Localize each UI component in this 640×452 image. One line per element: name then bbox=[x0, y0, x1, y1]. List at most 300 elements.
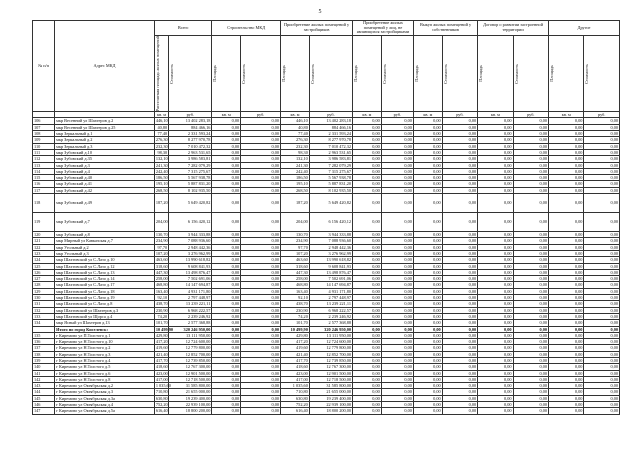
subheader-area: Площадь bbox=[353, 35, 382, 111]
value-cell: 0,00 bbox=[241, 250, 281, 256]
value-cell: 77,40 bbox=[281, 131, 310, 137]
row-number: 124 bbox=[33, 257, 55, 263]
value-cell: 12 779 800,00 bbox=[169, 345, 212, 351]
value-cell: 0,00 bbox=[353, 194, 382, 213]
row-number: 136 bbox=[33, 339, 55, 345]
value-cell: 0,00 bbox=[478, 370, 513, 376]
value-cell: 12 739 850,00 bbox=[169, 357, 212, 363]
value-cell: 0,00 bbox=[212, 162, 241, 168]
value-cell: 0,00 bbox=[353, 244, 382, 250]
value-cell: 0,00 bbox=[478, 137, 513, 143]
value-cell: 0,00 bbox=[381, 326, 413, 332]
value-cell: 0,00 bbox=[381, 282, 413, 288]
value-cell: 7 088 936,60 bbox=[169, 238, 212, 244]
value-cell: 0,00 bbox=[549, 149, 584, 155]
value-cell: 0,00 bbox=[353, 288, 382, 294]
value-cell: 0,00 bbox=[413, 307, 442, 313]
value-cell: 0,00 bbox=[413, 194, 442, 213]
value-cell: 0,00 bbox=[549, 320, 584, 326]
subheader-area: Площадь bbox=[281, 35, 310, 111]
row-number: 121 bbox=[33, 238, 55, 244]
value-cell: 0,00 bbox=[413, 282, 442, 288]
value-cell: 0,00 bbox=[478, 149, 513, 155]
value-cell: 0,00 bbox=[549, 118, 584, 124]
value-cell: 0,00 bbox=[584, 320, 620, 326]
value-cell: 0,00 bbox=[212, 124, 241, 130]
value-cell: 0,00 bbox=[381, 370, 413, 376]
row-number: 142 bbox=[33, 376, 55, 382]
value-cell: 92,10 bbox=[154, 295, 168, 301]
value-cell: 0,00 bbox=[442, 395, 477, 401]
value-cell: 92,10 bbox=[281, 295, 310, 301]
value-cell: 0,00 bbox=[212, 313, 241, 319]
value-cell: 0,00 bbox=[241, 238, 281, 244]
value-cell: 0,00 bbox=[549, 232, 584, 238]
value-cell: 130,70 bbox=[155, 232, 168, 238]
value-cell: 31 585 800,00 bbox=[309, 383, 352, 389]
value-cell: 10 499,90 bbox=[281, 326, 310, 332]
value-cell: 423,00 bbox=[155, 370, 168, 376]
row-address: мкр Зубовский д.40 bbox=[55, 175, 155, 181]
unit-cell: руб. bbox=[584, 112, 620, 118]
value-cell: 0,00 bbox=[413, 383, 442, 389]
row-address: мкр Зубовский д.41 bbox=[55, 181, 155, 187]
value-cell: 0,00 bbox=[549, 313, 584, 319]
row-address: мкр Шахтовский ул Щорса д.4 bbox=[55, 313, 155, 319]
value-cell: 2 797 448,97 bbox=[309, 295, 352, 301]
row-number: 146 bbox=[33, 402, 55, 408]
value-cell: 0,00 bbox=[381, 376, 413, 382]
value-cell: 0,00 bbox=[353, 137, 382, 143]
value-cell: 0,00 bbox=[584, 131, 620, 137]
value-cell: 0,00 bbox=[212, 370, 241, 376]
row-number: 127 bbox=[33, 276, 55, 282]
row-number: 131 bbox=[33, 301, 55, 307]
subheader-cost: Стоимость bbox=[381, 35, 413, 111]
value-cell: 0,00 bbox=[241, 370, 281, 376]
value-cell: 0,00 bbox=[353, 232, 382, 238]
value-cell: 0,00 bbox=[241, 364, 281, 370]
value-cell: 0,00 bbox=[584, 269, 620, 275]
value-cell: 13 111 950,00 bbox=[169, 332, 212, 338]
value-cell: 0,00 bbox=[513, 395, 548, 401]
row-address: мкр Весенний ул Шахтеров д.25 bbox=[55, 124, 155, 130]
value-cell: 22 939 100,00 bbox=[309, 402, 352, 408]
value-cell: 438,70 bbox=[155, 301, 168, 307]
value-cell: 0,00 bbox=[549, 351, 584, 357]
value-cell: 0,00 bbox=[353, 131, 382, 137]
value-cell: 0,00 bbox=[381, 351, 413, 357]
value-cell: 0,00 bbox=[413, 250, 442, 256]
value-cell: 0,00 bbox=[353, 389, 382, 395]
value-cell: 0,00 bbox=[241, 339, 281, 345]
value-cell: 0,00 bbox=[549, 402, 584, 408]
value-cell: 0,00 bbox=[353, 326, 382, 332]
value-cell: 616,40 bbox=[281, 408, 310, 414]
value-cell: 429,80 bbox=[155, 332, 168, 338]
subheader-area: Площадь bbox=[413, 35, 442, 111]
value-cell: 0,00 bbox=[381, 339, 413, 345]
value-cell: 0,00 bbox=[584, 288, 620, 294]
value-cell: 463,60 bbox=[281, 257, 310, 263]
value-cell: 0,00 bbox=[241, 232, 281, 238]
subheader-area: Площадь bbox=[212, 35, 241, 111]
value-cell: 0,00 bbox=[212, 282, 241, 288]
value-cell: 0,00 bbox=[478, 124, 513, 130]
value-cell: 0,00 bbox=[442, 370, 477, 376]
value-cell: 0,00 bbox=[241, 168, 281, 174]
value-cell: 0,00 bbox=[212, 408, 241, 414]
value-cell: 0,00 bbox=[241, 175, 281, 181]
row-number: 112 bbox=[33, 156, 55, 162]
value-cell: 320 246 950,00 bbox=[309, 326, 352, 332]
value-cell: 0,00 bbox=[478, 175, 513, 181]
value-cell: 0,00 bbox=[478, 395, 513, 401]
value-cell: 0,00 bbox=[353, 351, 382, 357]
unit-cell: кв. м bbox=[353, 112, 382, 118]
value-cell: 0,00 bbox=[241, 143, 281, 149]
value-cell: 0,00 bbox=[381, 238, 413, 244]
value-cell: 0,00 bbox=[353, 250, 382, 256]
value-cell: 0,00 bbox=[478, 282, 513, 288]
value-cell: 0,00 bbox=[584, 143, 620, 149]
value-cell: 630,80 bbox=[155, 395, 168, 401]
value-cell: 423,00 bbox=[281, 370, 310, 376]
value-cell: 0,00 bbox=[212, 181, 241, 187]
row-address: г Киремово ул Н.Толстого д.10 bbox=[55, 339, 155, 345]
value-cell: 258,00 bbox=[155, 276, 168, 282]
value-cell: 0,00 bbox=[513, 357, 548, 363]
value-cell: 98,30 bbox=[281, 149, 310, 155]
value-cell: 40,80 bbox=[281, 124, 310, 130]
header-num: № п/п bbox=[33, 21, 55, 112]
value-cell: 0,00 bbox=[513, 168, 548, 174]
value-cell: 7 088 936,60 bbox=[309, 238, 352, 244]
value-cell: 0,00 bbox=[413, 320, 442, 326]
row-number: 128 bbox=[33, 282, 55, 288]
value-cell: 8 102 935,50 bbox=[169, 187, 212, 193]
value-cell: 0,00 bbox=[478, 339, 513, 345]
value-cell: 0,00 bbox=[413, 131, 442, 137]
value-cell: 0,00 bbox=[212, 143, 241, 149]
value-cell: 13 498 876,47 bbox=[309, 269, 352, 275]
value-cell: 0,00 bbox=[584, 313, 620, 319]
value-cell: 0,00 bbox=[241, 332, 281, 338]
value-cell: 0,00 bbox=[413, 332, 442, 338]
value-cell: 40,80 bbox=[154, 124, 168, 130]
value-cell: 195,10 bbox=[155, 181, 168, 187]
value-cell: 0,00 bbox=[353, 168, 382, 174]
value-cell: 0,00 bbox=[549, 383, 584, 389]
unit-cell: руб. bbox=[442, 112, 477, 118]
table-body bbox=[33, 112, 620, 414]
value-cell: 3 986 583,81 bbox=[169, 156, 212, 162]
value-cell: 0,00 bbox=[381, 131, 413, 137]
value-cell: 0,00 bbox=[478, 320, 513, 326]
value-cell: 0,00 bbox=[381, 395, 413, 401]
value-cell: 0,00 bbox=[584, 332, 620, 338]
value-cell: 0,00 bbox=[212, 307, 241, 313]
row-number: 110 bbox=[33, 143, 55, 149]
value-cell: 12 724 600,00 bbox=[169, 339, 212, 345]
value-cell: 0,00 bbox=[212, 326, 241, 332]
value-cell: 0,00 bbox=[442, 131, 477, 137]
value-cell: 0,00 bbox=[413, 345, 442, 351]
row-number: 134 bbox=[33, 320, 55, 326]
value-cell: 0,00 bbox=[353, 156, 382, 162]
row-address: г Киремово ул Н.Толстого д.8 bbox=[55, 376, 155, 382]
value-cell: 0,00 bbox=[413, 257, 442, 263]
value-cell: 0,00 bbox=[413, 339, 442, 345]
row-address: мкр Зубовский д.8 bbox=[55, 232, 155, 238]
value-cell: 0,00 bbox=[353, 320, 382, 326]
value-cell: 0,00 bbox=[478, 307, 513, 313]
value-cell: 0,00 bbox=[442, 187, 477, 193]
value-cell: 3 944 333,88 bbox=[309, 232, 352, 238]
value-cell: 7 502 691,06 bbox=[309, 276, 352, 282]
value-cell: 0,00 bbox=[478, 257, 513, 263]
value-cell: 0,00 bbox=[478, 213, 513, 232]
row-address: мкр Шахтовский ул С.Лазо д.8 bbox=[55, 301, 155, 307]
row-address: мкр Зубовский д.42 bbox=[55, 187, 155, 193]
value-cell: 12 779 800,00 bbox=[309, 345, 352, 351]
subheader-cost: Стоимость bbox=[584, 35, 620, 111]
value-cell: 0,00 bbox=[381, 389, 413, 395]
value-cell: 0,00 bbox=[413, 187, 442, 193]
value-cell: 0,00 bbox=[549, 364, 584, 370]
value-cell: 0,00 bbox=[584, 301, 620, 307]
value-cell: 0,00 bbox=[413, 313, 442, 319]
value-cell: 0,00 bbox=[442, 181, 477, 187]
row-number: 108 bbox=[33, 131, 55, 137]
value-cell: 0,00 bbox=[478, 313, 513, 319]
value-cell: 0,00 bbox=[442, 250, 477, 256]
value-cell: 0,00 bbox=[353, 149, 382, 155]
value-cell: 0,00 bbox=[513, 364, 548, 370]
value-cell: 0,00 bbox=[584, 194, 620, 213]
value-cell: 276,30 bbox=[281, 137, 310, 143]
value-cell: 0,00 bbox=[549, 282, 584, 288]
value-cell: 0,00 bbox=[584, 124, 620, 130]
value-cell: 2 963 531,65 bbox=[309, 149, 352, 155]
value-cell: 0,00 bbox=[513, 408, 548, 414]
value-cell: 0,00 bbox=[584, 232, 620, 238]
value-cell: 14 147 694,87 bbox=[169, 282, 212, 288]
value-cell: 0,00 bbox=[442, 351, 477, 357]
value-cell: 0,00 bbox=[353, 395, 382, 401]
value-cell: 0,00 bbox=[513, 376, 548, 382]
value-cell: 0,00 bbox=[241, 118, 281, 124]
value-cell: 0,00 bbox=[212, 118, 241, 124]
value-cell: 0,00 bbox=[241, 276, 281, 282]
value-cell: 0,00 bbox=[442, 137, 477, 143]
value-cell: 2 948 442,36 bbox=[169, 244, 212, 250]
value-cell: 0,00 bbox=[353, 339, 382, 345]
value-cell: 0,00 bbox=[353, 162, 382, 168]
value-cell: 0,00 bbox=[353, 364, 382, 370]
unit-cell: кв. м bbox=[413, 112, 442, 118]
value-cell: 0,00 bbox=[413, 238, 442, 244]
row-address: г Киремово ул Н.Толстого д.6 bbox=[55, 370, 155, 376]
value-cell: 0,00 bbox=[413, 364, 442, 370]
value-cell: 0,00 bbox=[513, 263, 548, 269]
value-cell: 0,00 bbox=[413, 269, 442, 275]
value-cell: 5 887 831,20 bbox=[169, 181, 212, 187]
header-acquisition-non-developers: Приобретение жилых помещений у лиц, не являющихся застройщиками bbox=[353, 21, 414, 36]
row-address: мкр Шахтовский ул Шахтеров д.3 bbox=[55, 307, 155, 313]
value-cell: 0,00 bbox=[584, 326, 620, 332]
value-cell: 0,00 bbox=[584, 345, 620, 351]
value-cell: 0,00 bbox=[381, 383, 413, 389]
value-cell: 0,00 bbox=[478, 232, 513, 238]
value-cell: 0,00 bbox=[381, 257, 413, 263]
value-cell: 8 277 970,78 bbox=[169, 137, 212, 143]
value-cell: 0,00 bbox=[442, 269, 477, 275]
value-cell: 0,00 bbox=[413, 232, 442, 238]
value-cell: 0,00 bbox=[478, 301, 513, 307]
row-number: 118 bbox=[33, 194, 55, 213]
row-address: мкр Угольный д.2 bbox=[55, 244, 155, 250]
value-cell: 3 944 333,88 bbox=[169, 232, 212, 238]
value-cell: 0,00 bbox=[241, 244, 281, 250]
value-cell: 0,00 bbox=[381, 181, 413, 187]
value-cell: 419,60 bbox=[281, 345, 310, 351]
value-cell: 0,00 bbox=[584, 238, 620, 244]
value-cell: 0,00 bbox=[478, 383, 513, 389]
row-number: 123 bbox=[33, 250, 55, 256]
value-cell: 0,00 bbox=[212, 376, 241, 382]
value-cell: 10 499,90 bbox=[155, 326, 173, 332]
value-cell: 0,00 bbox=[513, 320, 548, 326]
value-cell: 0,00 bbox=[241, 181, 281, 187]
header-redemption: Выкуп жилых помещений у собственников bbox=[413, 21, 477, 36]
value-cell: 0,00 bbox=[381, 263, 413, 269]
value-cell: 0,00 bbox=[212, 175, 241, 181]
value-cell: 0,00 bbox=[478, 408, 513, 414]
value-cell: 0,00 bbox=[549, 213, 584, 232]
value-cell: 0,00 bbox=[413, 156, 442, 162]
row-address: мкр Шахтовский ул С.Лазо д.10 bbox=[55, 257, 155, 263]
value-cell: 0,00 bbox=[212, 383, 241, 389]
value-cell: 0,00 bbox=[513, 137, 548, 143]
subheader-area: Площадь bbox=[549, 35, 584, 111]
value-cell: 421,40 bbox=[281, 351, 310, 357]
row-number: 132 bbox=[33, 307, 55, 313]
row-address: мкр Зубовский д.4 bbox=[55, 168, 155, 174]
value-cell: 0,00 bbox=[212, 269, 241, 275]
value-cell: 447,30 bbox=[281, 269, 310, 275]
value-cell: 0,00 bbox=[513, 307, 548, 313]
value-cell: 0,00 bbox=[353, 213, 382, 232]
value-cell: 0,00 bbox=[381, 118, 413, 124]
row-address: мкр Зубовский д.10 bbox=[55, 149, 155, 155]
value-cell: 2 948 442,36 bbox=[309, 244, 352, 250]
value-cell: 419,60 bbox=[155, 345, 168, 351]
value-cell: 234,90 bbox=[281, 238, 310, 244]
row-number: 122 bbox=[33, 244, 55, 250]
value-cell: 0,00 bbox=[241, 389, 281, 395]
value-cell: 447,30 bbox=[155, 269, 168, 275]
value-cell: 0,00 bbox=[381, 187, 413, 193]
row-address: Итого по город Киселевск: bbox=[55, 326, 155, 332]
row-address: мкр Ясный ул Шахтеров д.13 bbox=[55, 320, 155, 326]
value-cell: 710,80 bbox=[155, 389, 168, 395]
value-cell: 0,00 bbox=[549, 257, 584, 263]
value-cell: 0,00 bbox=[478, 181, 513, 187]
value-cell: 234,90 bbox=[155, 238, 168, 244]
row-number: 113 bbox=[33, 162, 55, 168]
value-cell: 4 931 171,80 bbox=[169, 288, 212, 294]
value-cell: 0,00 bbox=[442, 313, 477, 319]
value-cell: 0,00 bbox=[241, 351, 281, 357]
value-cell: 0,00 bbox=[584, 389, 620, 395]
value-cell: 0,00 bbox=[381, 313, 413, 319]
value-cell: 0,00 bbox=[413, 295, 442, 301]
value-cell: 232,30 bbox=[281, 143, 310, 149]
value-cell: 0,00 bbox=[212, 276, 241, 282]
value-cell: 0,00 bbox=[513, 238, 548, 244]
value-cell: 0,00 bbox=[549, 187, 584, 193]
value-cell: 13 239 221,11 bbox=[169, 301, 212, 307]
value-cell: 242,40 bbox=[281, 168, 310, 174]
row-address: мкр Зубовский д.49 bbox=[55, 194, 155, 213]
value-cell: 0,00 bbox=[381, 357, 413, 363]
value-cell: 0,00 bbox=[549, 276, 584, 282]
value-cell: 0,00 bbox=[584, 175, 620, 181]
row-address: г Киремово ул Октябрьская д.3 bbox=[55, 389, 155, 395]
value-cell: 0,00 bbox=[212, 238, 241, 244]
value-cell: 0,00 bbox=[241, 263, 281, 269]
value-cell: 0,00 bbox=[381, 149, 413, 155]
value-cell: 0,00 bbox=[381, 143, 413, 149]
row-number: 129 bbox=[33, 288, 55, 294]
value-cell: 0,00 bbox=[241, 149, 281, 155]
value-cell: 0,00 bbox=[442, 118, 477, 124]
table-row bbox=[33, 408, 620, 414]
value-cell: 0,00 bbox=[549, 156, 584, 162]
value-cell: 0,00 bbox=[513, 131, 548, 137]
row-number: 143 bbox=[33, 383, 55, 389]
unit-cell: руб. bbox=[309, 112, 352, 118]
value-cell: 0,00 bbox=[212, 168, 241, 174]
value-cell: 0,00 bbox=[241, 295, 281, 301]
value-cell: 0,00 bbox=[549, 326, 584, 332]
value-cell: 0,00 bbox=[442, 156, 477, 162]
value-cell: 417,00 bbox=[155, 376, 168, 382]
value-cell: 195,10 bbox=[281, 181, 310, 187]
value-cell: 276,30 bbox=[155, 137, 168, 143]
value-cell: 0,00 bbox=[442, 307, 477, 313]
table-row bbox=[33, 213, 620, 232]
value-cell: 0,00 bbox=[442, 194, 477, 213]
value-cell: 258,00 bbox=[281, 276, 310, 282]
value-cell: 318,60 bbox=[281, 263, 310, 269]
row-address: г Киремово ул Н.Толстого д.4 bbox=[55, 357, 155, 363]
value-cell: 3 986 583,81 bbox=[309, 156, 352, 162]
value-cell: 0,00 bbox=[241, 402, 281, 408]
value-cell: 0,00 bbox=[353, 276, 382, 282]
value-cell: 0,00 bbox=[549, 307, 584, 313]
value-cell: 130,70 bbox=[281, 232, 310, 238]
value-cell: 0,00 bbox=[584, 357, 620, 363]
value-cell: 268,50 bbox=[155, 187, 168, 193]
value-cell: 22 939 100,00 bbox=[169, 402, 212, 408]
value-cell: 0,00 bbox=[413, 326, 442, 332]
value-cell: 0,00 bbox=[381, 307, 413, 313]
header-acquisition-developers: Приобретение жилых помещений у застройщиков bbox=[281, 21, 353, 36]
value-cell: 0,00 bbox=[353, 118, 382, 124]
subheader-cost: Стоимость bbox=[241, 35, 281, 111]
